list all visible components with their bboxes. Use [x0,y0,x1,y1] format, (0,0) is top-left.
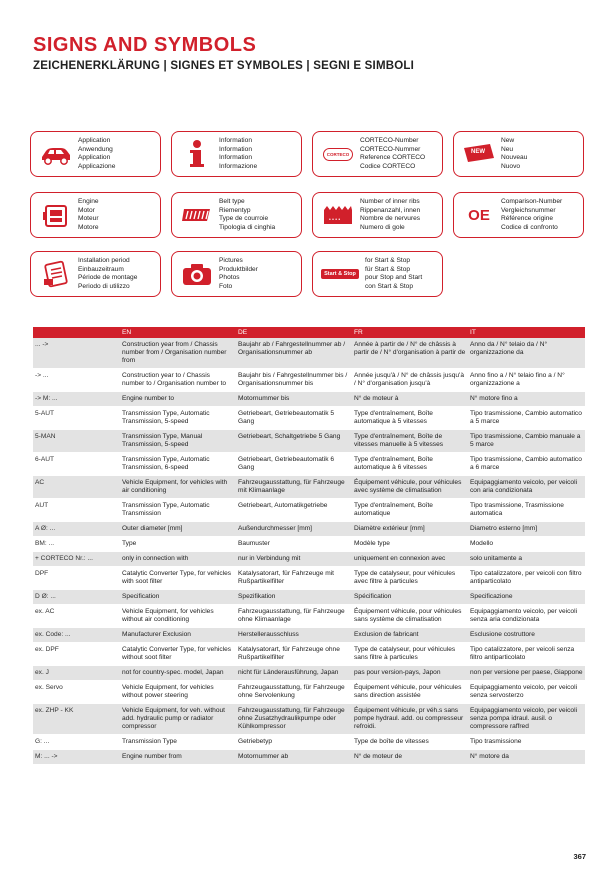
legend-item-label: Foto [219,282,233,290]
legend-item [312,251,443,297]
table-cell: Type d'entraînement, Boîte automatique à 6 vitesses [352,453,468,476]
table-row [33,628,585,643]
table-cell-symbol: M: ... -> [33,750,120,765]
table-cell-symbol: D Ø: ... [33,590,120,605]
table-cell: Type [120,537,236,552]
table-cell: Engine number to [120,392,236,407]
table-cell: Construction year from / Chassis number from / Organisation number from [120,338,236,369]
table-cell: Getriebetyp [236,735,352,750]
table-cell: Vehicle Equipment, for vehicles with air conditioning [120,476,236,499]
svg-text:• • • •: • • • • [329,217,341,223]
table-cell: Année jusqu'à / N° de châssis jusqu'à / N° d'organisation jusqu'à [352,369,468,392]
table-row [33,750,585,765]
table-cell: Exclusion de fabricant [352,628,468,643]
legend-item [171,251,302,297]
table-cell: Équipement véhicule, pr véh.s sans pompe hydraul. add. ou compresseur refroidi. [352,704,468,735]
table-cell: Außendurchmesser [mm] [236,522,352,537]
legend-item-label: Neu [501,145,514,153]
table-cell: Katalysatorart, für Fahrzeuge mit Rußpartikelfilter [236,567,352,590]
table-cell: Getriebeart, Automatikgetriebe [236,499,352,522]
table-cell: Catalytic Converter Type, for vehicles without soot filter [120,643,236,666]
table-cell: Esclusione costruttore [468,628,585,643]
legend-item-label: Anwendung [78,145,113,153]
legend-item [312,131,443,177]
legend-item-label: Rippenanzahl, innen [360,206,421,214]
table-cell-symbol: 5-AUT [33,407,120,430]
table-cell: Anno fino a / N° telaio fino a / N° organizzazione a [468,369,585,392]
oe-icon [461,199,497,231]
table-cell-symbol: ex. Servo [33,681,120,704]
table-row [33,552,585,567]
table-header-cell: EN [120,327,236,338]
table-cell: Motornummer bis [236,392,352,407]
oe-badge: OE [468,206,490,224]
legend-item [30,131,161,177]
table-cell: N° de moteur de [352,750,468,765]
legend-item [312,192,443,238]
table-cell: nicht für Länderausführung, Japan [236,666,352,681]
table-cell-symbol: AC [33,476,120,499]
table-header-cell: FR [352,327,468,338]
table-cell: Getriebeart, Getriebeautomatik 5 Gang [236,407,352,430]
legend-item-label: Moteur [78,215,99,223]
start-stop-badge: Start & Stop [321,269,359,279]
table-row [33,567,585,590]
table-cell: Transmission Type, Manual Transmission, 5-speed [120,430,236,453]
legend-item-label: Codice CORTECO [360,162,416,170]
legend-item-label: Number of inner ribs [360,198,420,205]
table-cell: uniquement en connexion avec [352,552,468,567]
new-badge: NEW [471,149,485,155]
table-cell-symbol: G: ... [33,735,120,750]
table-cell: Tipo catalizzatore, per veicoli senza filtro antiparticolato [468,643,585,666]
table-cell: Tipo trasmissione, Trasmissione automatica [468,499,585,522]
corteco-logo-icon [320,138,356,170]
legend-item-label: for Start & Stop [365,257,411,264]
table-cell-symbol: 6-AUT [33,453,120,476]
table-cell: Vehicle Equipment, for vehicles without air conditioning [120,605,236,628]
table-cell: Équipement véhicule, pour véhicules sans direction assistée [352,681,468,704]
table-cell: Fahrzeugausstattung, für Fahrzeuge mit Klimaanlage [236,476,352,499]
table-cell-symbol: AUT [33,499,120,522]
table-cell: N° motore fino a [468,392,585,407]
table-row [33,499,585,522]
table-cell: Type d'entraînement, Boîte automatique à 5 vitesses [352,407,468,430]
legend-item-label: Produktbilder [219,265,258,273]
table-cell-symbol: ex. Code: ... [33,628,120,643]
legend-item-label: Motor [78,206,95,214]
table-cell: Transmission Type, Automatic Transmission, 6-speed [120,453,236,476]
table-row [33,537,585,552]
legend-item-label: CORTECO-Number [360,137,419,144]
table-cell: Tipo catalizzatore, per veicoli con filtro antiparticolato [468,567,585,590]
table-row [33,681,585,704]
table-cell: N° motore da [468,750,585,765]
table-row [33,476,585,499]
legend-item-label: con Start & Stop [365,282,414,290]
table-cell-symbol: ex. AC [33,605,120,628]
table-cell: pas pour version-pays, Japon [352,666,468,681]
table-cell-symbol: ex. DPF [33,643,120,666]
table-row [33,522,585,537]
table-cell: Vehicle Equipment, for veh. without add. hydraulic pump or radiator compressor [120,704,236,735]
table-cell: Equipaggiamento veicolo, per veicoli senza aria condizionata [468,605,585,628]
table-cell: Getriebeart, Schaltgetriebe 5 Gang [236,430,352,453]
legend-item [453,192,584,238]
table-cell: Spezifikation [236,590,352,605]
table-cell: Equipaggiamento veicolo, per veicoli con aria condizionata [468,476,585,499]
table-cell: Baujahr bis / Fahrgestellnummer bis / Organisationsnummer bis [236,369,352,392]
belt-icon [179,199,215,231]
legend-item-label: Belt type [219,198,245,205]
table-cell: Tipo trasmissione, Cambio manuale a 5 marce [468,430,585,453]
table-row [33,605,585,628]
table-header-cell: IT [468,327,585,338]
table-cell: Diamètre extérieur [mm] [352,522,468,537]
legend-item [453,131,584,177]
table-cell: Equipaggiamento veicolo, per veicoli senza pompa idraul. ausil. o compressore raffred [468,704,585,735]
table-cell: Katalysatorart, für Fahrzeuge ohne Rußpartikelfilter [236,643,352,666]
table-cell-symbol: + CORTECO Nr.: ... [33,552,120,567]
legend-item-label: Riementyp [219,206,251,214]
table-cell: Equipaggiamento veicolo, per veicoli senza servosterzo [468,681,585,704]
table-cell: Diametro esterno [mm] [468,522,585,537]
table-cell-symbol: ex. ZHP - KK [33,704,120,735]
table-cell: Tipo trasmissione, Cambio automatico a 5 marce [468,407,585,430]
table-header-cell: DE [236,327,352,338]
table-cell: Vehicle Equipment, for vehicles without power steering [120,681,236,704]
table-cell: Modèle type [352,537,468,552]
table-cell: Spécification [352,590,468,605]
legend-item-label: Nouveau [501,154,528,162]
table-cell: solo unitamente a [468,552,585,567]
page-title: SIGNS AND SYMBOLS [33,34,257,56]
legend-item [30,192,161,238]
table-cell: Transmission Type, Automatic Transmission [120,499,236,522]
legend-item-label: Tipologia di cinghia [219,223,276,231]
legend-item-label: für Start & Stop [365,265,411,273]
car-icon [38,138,74,170]
legend-item-label: Type de courroie [219,215,269,223]
table-cell-symbol: -> ... [33,369,120,392]
new-tag-icon [461,138,497,170]
legend-item-label: Référence origine [501,215,554,223]
legend-item-label: Pictures [219,257,243,264]
table-cell: Catalytic Converter Type, for vehicles with soot filter [120,567,236,590]
table-cell: Modello [468,537,585,552]
engine-icon [38,199,74,231]
legend-item-label: Codice di confronto [501,223,558,231]
table-row [33,392,585,407]
table-cell: Baumuster [236,537,352,552]
legend-item-label: Comparison-Number [501,198,563,205]
page-subtitle: ZEICHENERKLÄRUNG | SIGNES ET SYMBOLES | SEGNI E SIMBOLI [33,60,414,72]
table-row [33,338,585,369]
table-cell: not for country-spec. model, Japan [120,666,236,681]
table-cell: Tipo trasmissione [468,735,585,750]
table-cell: Équipement véhicule, pour véhicules avec système de climatisation [352,476,468,499]
start-stop-icon [320,258,360,290]
table-row [33,735,585,750]
legend-item-label: Nombre de nervures [360,215,421,223]
table-header-row [33,327,585,338]
legend-item-label: Période de montage [78,274,138,282]
table-cell-symbol: 5-MAN [33,430,120,453]
legend-item-label: Periodo di utilizzo [78,282,130,290]
table-row [33,369,585,392]
table-cell-symbol: DPF [33,567,120,590]
table-row [33,704,585,735]
symbols-table [33,327,585,765]
legend-item-label: Application [78,154,111,162]
table-cell: Specification [120,590,236,605]
table-row [33,430,585,453]
table-cell: Type de catalyseur, pour véhicules sans filtre à particules [352,643,468,666]
table-cell-symbol: ... -> [33,338,120,369]
legend-item-label: Information [219,137,252,144]
legend-item-label: Photos [219,274,240,282]
table-cell: Manufacturer Exclusion [120,628,236,643]
table-cell-symbol: -> M: ... [33,392,120,407]
legend-item-label: Informazione [219,162,258,170]
legend-item-label: Reference CORTECO [360,154,426,162]
camera-icon [179,258,215,290]
table-cell: Anno da / N° telaio da / N° organizzazione da [468,338,585,369]
table-cell: Fahrzeugausstattung, für Fahrzeuge ohne Klimaanlage [236,605,352,628]
corteco-badge: CORTECO [323,148,353,161]
legend-item-label: Information [219,145,252,153]
table-cell: Baujahr ab / Fahrgestellnummer ab / Organisationsnummer ab [236,338,352,369]
table-cell: Herstellerausschluss [236,628,352,643]
legend-item-label: New [501,137,515,144]
table-row [33,666,585,681]
table-cell: Specificazione [468,590,585,605]
installation-period-icon [38,258,74,290]
legend-item-label: Information [219,154,252,162]
table-cell: Type de catalyseur, pour véhicules avec filtre à particules [352,567,468,590]
table-row [33,643,585,666]
legend-item-label: Einbauzeitraum [78,265,124,273]
table-cell: nur in Verbindung mit [236,552,352,567]
table-row [33,453,585,476]
legend-item-label: Motore [78,223,99,231]
legend-item-label: CORTECO-Nummer [360,145,421,153]
table-cell: Année à partir de / N° de châssis à partir de / N° d'organisation à partir de [352,338,468,369]
table-cell: N° de moteur à [352,392,468,407]
info-icon [179,138,215,170]
table-cell: Type d'entraînement, Boîte automatique [352,499,468,522]
table-header-cell [33,327,120,338]
legend-item [171,192,302,238]
table-row [33,407,585,430]
table-cell: Équipement véhicule, pour véhicules sans système de climatisation [352,605,468,628]
legend-item-label: Applicazione [78,162,116,170]
legend-item-label: Engine [78,198,99,205]
legend-item-label: Nuovo [501,162,521,170]
legend-item-label: Vergleichsnummer [501,206,556,214]
table-cell: Getriebeart, Getriebeautomatik 6 Gang [236,453,352,476]
table-cell: Engine number from [120,750,236,765]
legend-item-label: Installation period [78,257,130,264]
table-cell: Type de boîte de vitesses [352,735,468,750]
table-cell: Type d'entraînement, Boîte de vitesses manuelle à 5 vitesses [352,430,468,453]
table-cell-symbol: BM: ... [33,537,120,552]
legend-item-label: Numero di gole [360,223,405,231]
table-cell-symbol: A Ø: ... [33,522,120,537]
table-cell: Motornummer ab [236,750,352,765]
table-cell: Transmission Type, Automatic Transmission, 5-speed [120,407,236,430]
legend-item-label: pour Stop and Start [365,274,423,282]
table-row [33,590,585,605]
legend-item [30,251,161,297]
table-cell: Fahrzeugausstattung, für Fahrzeuge ohne Zusatzhydraulikpumpe oder Kühlkompressor [236,704,352,735]
table-cell: Fahrzeugausstattung, für Fahrzeuge ohne Servolenkung [236,681,352,704]
table-cell: Tipo trasmissione, Cambio automatico a 6 marce [468,453,585,476]
legend-item [171,131,302,177]
table-cell: Outer diameter [mm] [120,522,236,537]
table-cell: Transmission Type [120,735,236,750]
table-cell: non per versione per paese, Giappone [468,666,585,681]
table-cell-symbol: ex. J [33,666,120,681]
legend-item-label: Application [78,137,111,144]
table-cell: Construction year to / Chassis number to / Organisation number to [120,369,236,392]
page-number: 367 [573,852,586,861]
ribs-icon [320,199,356,231]
table-cell: only in connection with [120,552,236,567]
